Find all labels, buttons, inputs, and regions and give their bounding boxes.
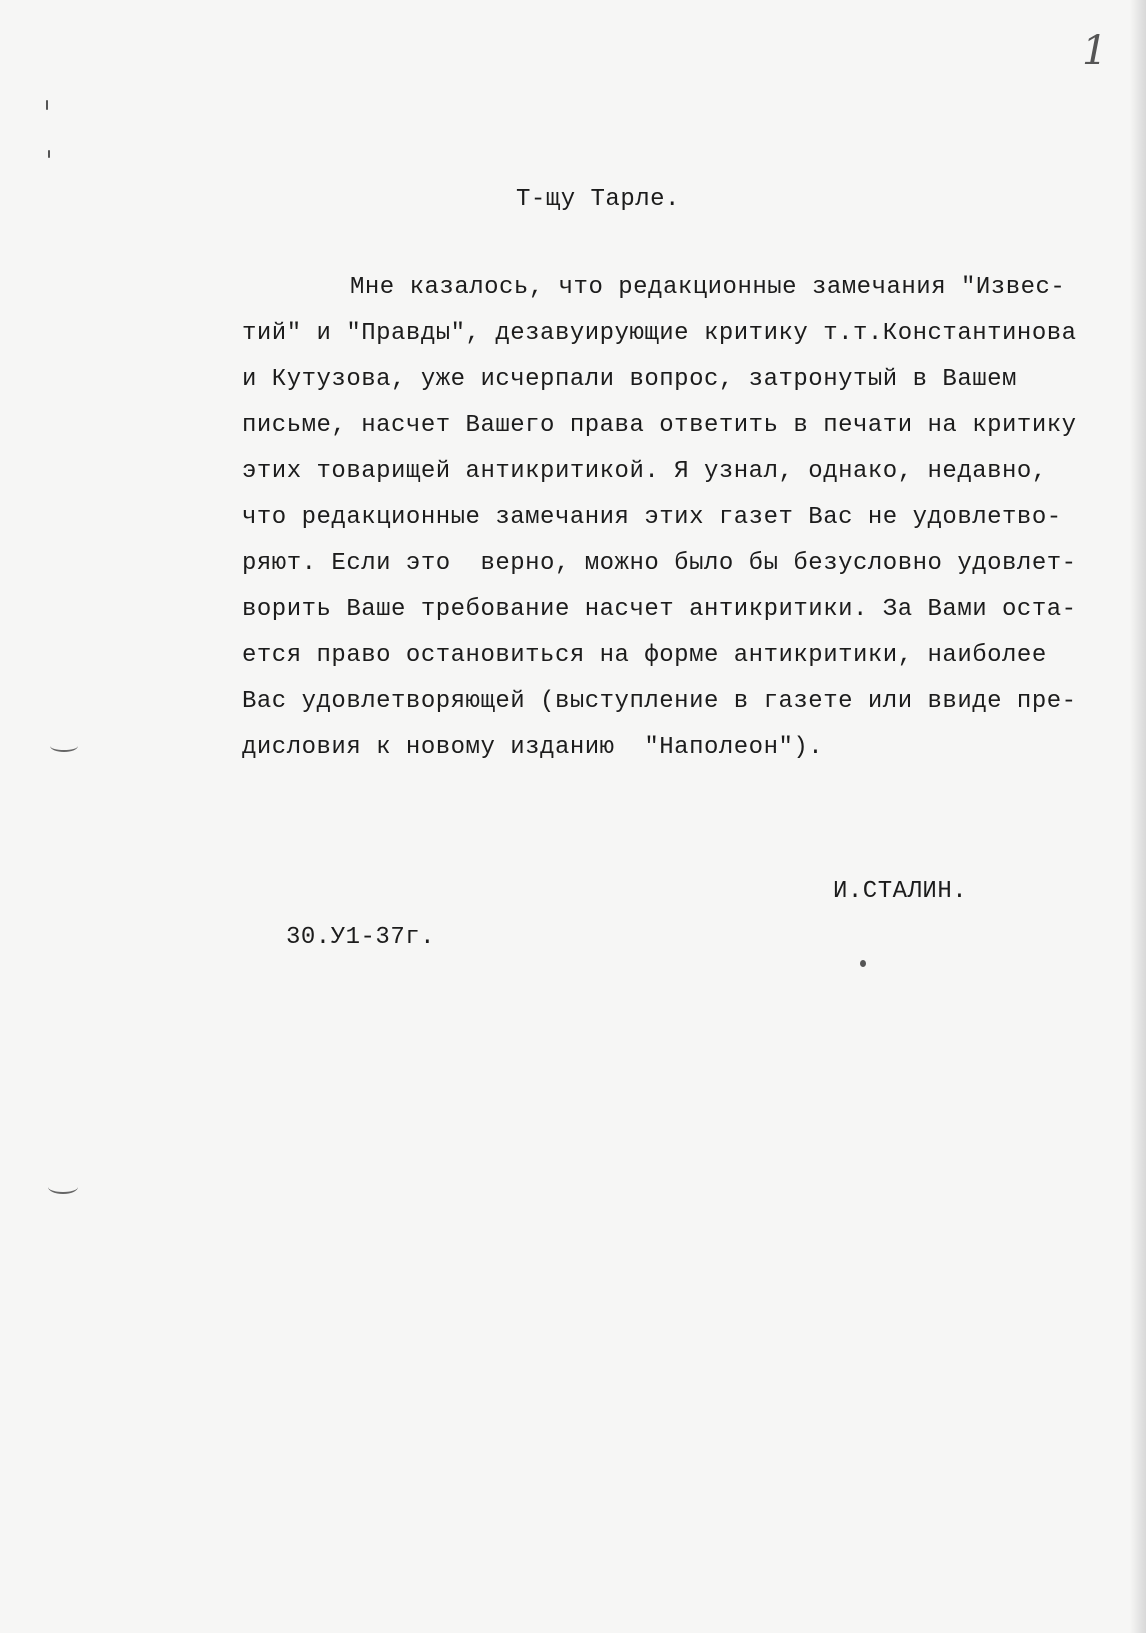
body-line: ворить Ваше требование насчет антикритики. За Вами оста-	[242, 596, 1077, 623]
ink-speck	[860, 960, 866, 967]
handwritten-page-number: 1	[1082, 28, 1108, 74]
body-line: дисловия к новому изданию "Наполеон").	[242, 734, 824, 761]
margin-mark	[48, 150, 50, 158]
date: 30.У1-37г.	[286, 924, 436, 951]
body-line: тий" и "Правды", дезавуирующие критику т.т.Константинова	[242, 320, 1077, 347]
body-line: и Кутузова, уже исчерпали вопрос, затронутый в Вашем	[242, 366, 1017, 393]
margin-mark	[50, 740, 78, 752]
margin-mark	[48, 1180, 78, 1194]
body-line: Мне казалось, что редакционные замечания "Извес-	[350, 274, 1066, 301]
body-line: Вас удовлетворяющей (выступление в газете или ввиде пре-	[242, 688, 1077, 715]
body-line: этих товарищей антикритикой. Я узнал, однако, недавно,	[242, 458, 1047, 485]
margin-mark	[46, 100, 48, 110]
body-line: ется право остановиться на форме антикритики, наиболее	[242, 642, 1047, 669]
page-edge-shadow	[1130, 0, 1146, 1633]
body-line: письме, насчет Вашего права ответить в печати на критику	[242, 412, 1077, 439]
signature: И.СТАЛИН.	[833, 878, 968, 905]
body-line: ряют. Если это верно, можно было бы безусловно удовлет-	[242, 550, 1077, 577]
body-line: что редакционные замечания этих газет Вас не удовлетво-	[242, 504, 1062, 531]
salutation: Т-щу Тарле.	[516, 186, 680, 213]
